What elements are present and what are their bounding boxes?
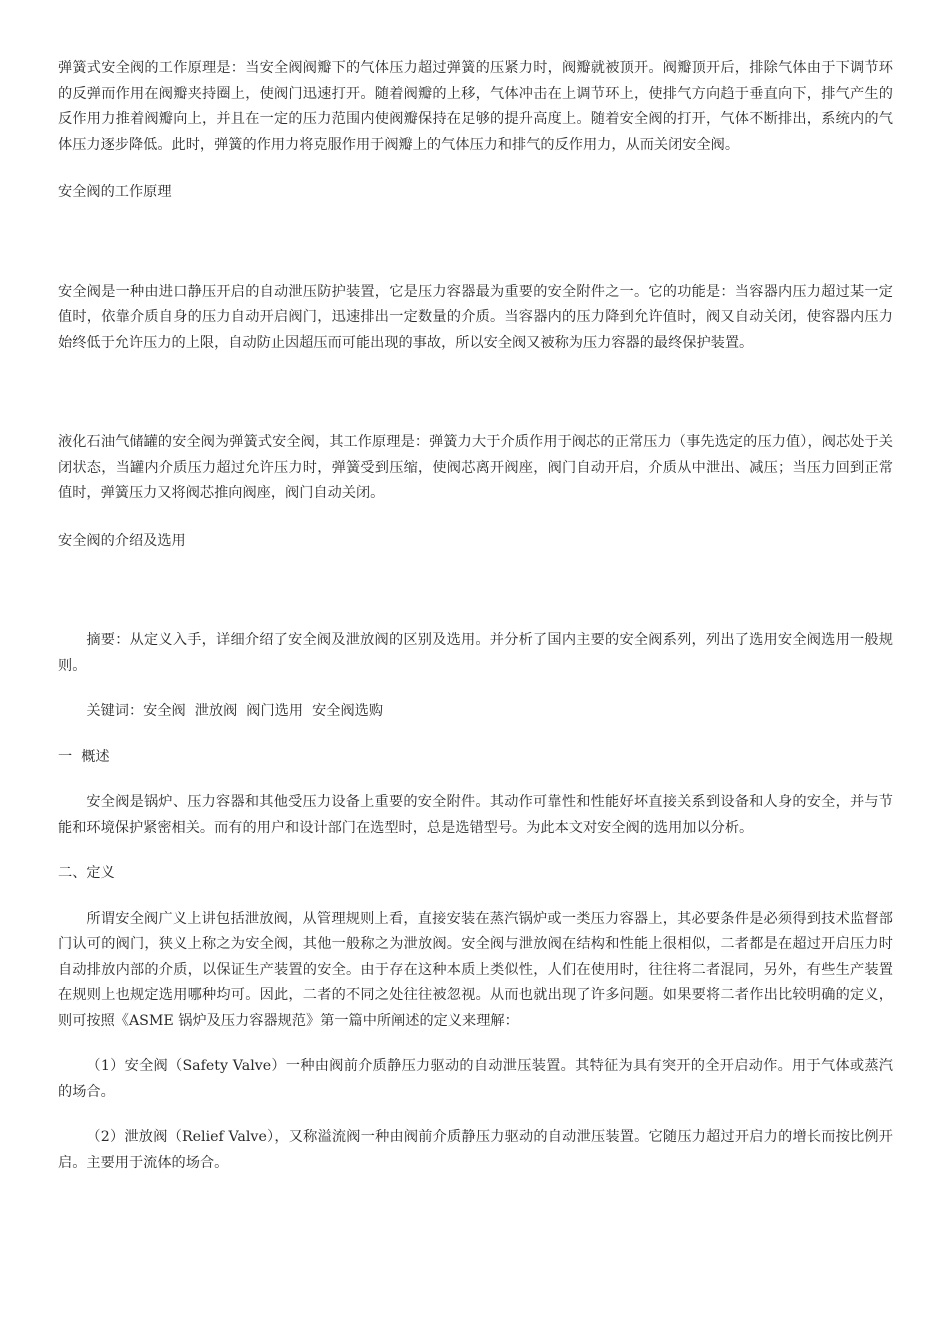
definition-safety-valve: （1）安全阀（Safety Valve）一种由阀前介质静压力驱动的自动泄压装置。其特征为具有突开的全开启动作。用于气体或蒸汽的场合。 [58, 1058, 893, 1100]
lpg-tank-valve-paragraph: 液化石油气储罐的安全阀为弹簧式安全阀，其工作原理是：弹簧力大于介质作用于阀芯的正常压力（事先选定的压力值），阀芯处于关闭状态，当罐内介质压力超过允许压力时，弹簧受到压缩，使阀芯离开阀座，阀门自动开启，介质从中泄出、减压；当压力回到正常值时，弹簧压力又将阀芯推向阀座，阀门自动关闭。 [58, 434, 893, 501]
spacer [58, 507, 893, 529]
spacer [58, 206, 893, 280]
spring-valve-principle-paragraph: 弹簧式安全阀的工作原理是：当安全阀阀瓣下的气体压力超过弹簧的压紧力时，阀瓣就被顶开。阀瓣顶开后，排除气体由于下调节环的反弹而作用在阀瓣夹持圈上，使阀门迅速打开。随着阀瓣的上移，气体冲击在上调节环上，使排气方向趋于垂直向下，排气产生的反作用力推着阀瓣向上，并且在一定的压力范围内使阀瓣保持在足够的提升高度上。随着安全阀的打开，气体不断排出，系统内的气体压力逐步降低。此时，弹簧的作用力将克服作用于阀瓣上的气体压力和排气的反作用力，从而关闭安全阀。 [58, 60, 893, 153]
keywords-line: 关键词：安全阀 泄放阀 阀门选用 安全阀选购 [86, 703, 384, 719]
spacer [58, 1105, 893, 1125]
document-page [58, 56, 893, 1176]
spacer [58, 356, 893, 430]
spacer [58, 679, 893, 699]
section-1-title: 一 概述 [58, 748, 110, 765]
section-heading-introduction-selection: 安全阀的介绍及选用 [58, 532, 186, 549]
section-heading-working-principle: 安全阀的工作原理 [58, 184, 172, 200]
spacer [58, 158, 893, 180]
spacer [58, 841, 893, 861]
section-2-title: 二、定义 [58, 865, 115, 881]
spacer [58, 725, 893, 745]
section-1-body: 安全阀是锅炉、压力容器和其他受压力设备上重要的安全附件。其动作可靠性和性能好坏直接关系到设备和人身的安全，并与节能和环境保护紧密相关。而有的用户和设计部门在选型时，总是选错型号。为此本文对安全阀的选用加以分析。 [58, 794, 893, 836]
spacer [58, 887, 893, 907]
spacer [58, 1034, 893, 1054]
definition-relief-valve: （2）泄放阀（Relief Valve），又称溢流阀一种由阀前介质静压力驱动的自动泄压装置。它随压力超过开启力的增长而按比例开启。主要用于流体的场合。 [58, 1129, 893, 1171]
spacer [58, 554, 893, 628]
safety-valve-definition-paragraph: 安全阀是一种由进口静压开启的自动泄压防护装置，它是压力容器最为重要的安全附件之一。它的功能是：当容器内压力超过某一定值时，依靠介质自身的压力自动开启阀门，迅速排出一定数量的介质。当容器内的压力降到允许值时，阀又自动关闭，使容器内压力始终低于允许压力的上限，自动防止因超压而可能出现的事故，所以安全阀又被称为压力容器的最终保护装置。 [58, 283, 893, 351]
spacer [58, 770, 893, 790]
abstract-paragraph: 摘要：从定义入手，详细介绍了安全阀及泄放阀的区别及选用。并分析了国内主要的安全阀系列，列出了选用安全阀选用一般规则。 [58, 632, 893, 674]
section-2-body: 所谓安全阀广义上讲包括泄放阀，从管理规则上看，直接安装在蒸汽锅炉或一类压力容器上，其必要条件是必须得到技术监督部门认可的阀门，狭义上称之为安全阀，其他一般称之为泄放阀。安全阀与泄放阀在结构和性能上很相似，二者都是在超过开启压力时自动排放内部的介质，以保证生产装置的安全。由于存在这种本质上类似性，人们在使用时，往往将二者混同，另外，有些生产装置在规则上也规定选用哪种均可。因此，二者的不同之处往往被忽视。从而也就出现了许多问题。如果要将二者作出比较明确的定义，则可按照《ASME 锅炉及压力容器规范》第一篇中所阐述的定义来理解： [58, 910, 893, 1029]
